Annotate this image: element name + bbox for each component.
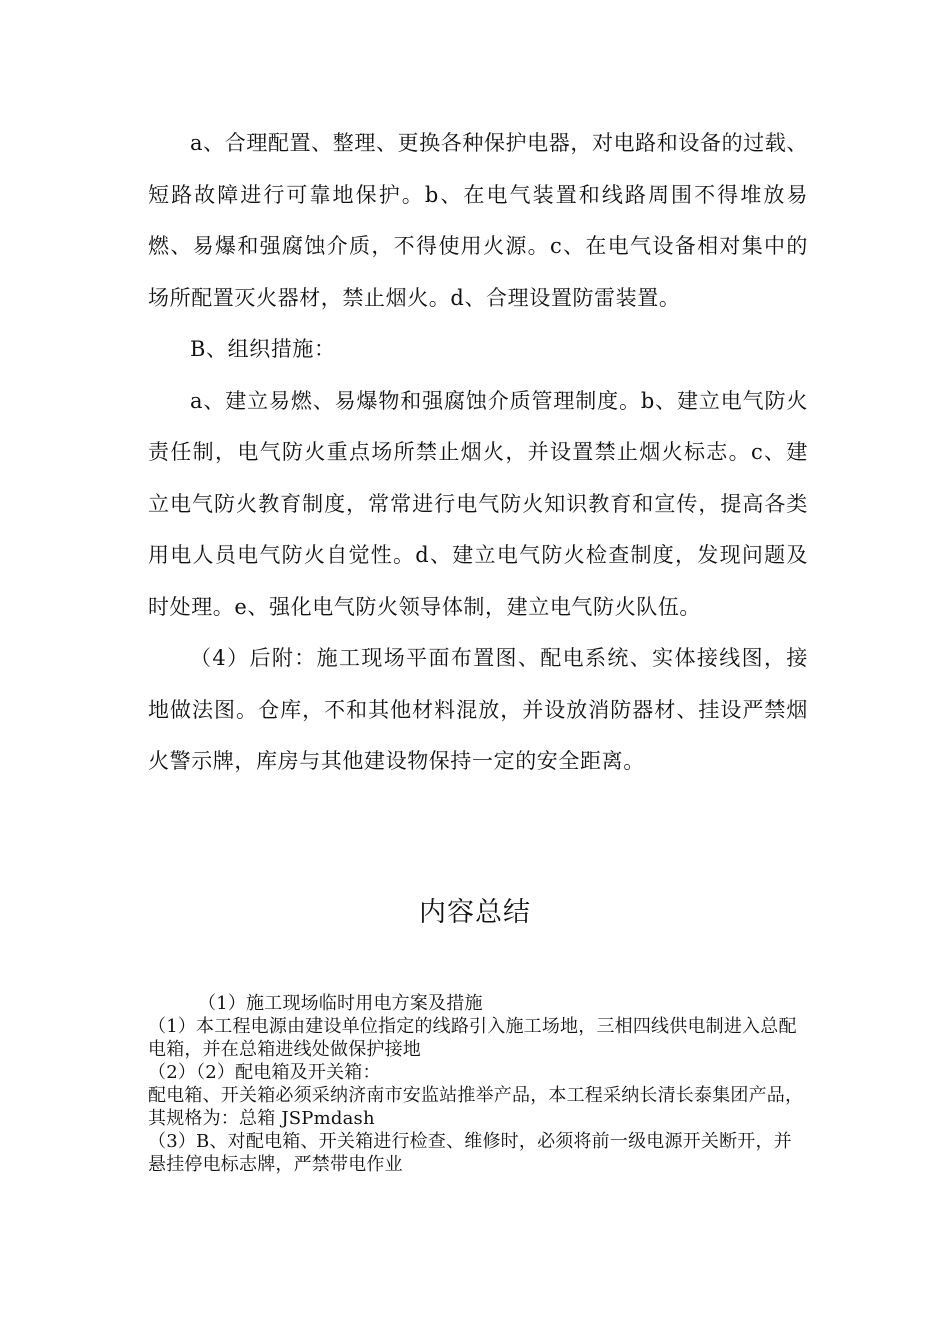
body-text: [148, 118, 808, 788]
summary-line: （2）（2）配电箱及开关箱：: [148, 1062, 381, 1083]
paragraph-appendix: （4）后附：施工现场平面布置图、配电系统、实体接线图，接地做法图。仓库，不和其他材料混放，并设放消防器材、挂设严禁烟火警示牌，库房与其他建设物保持一定的安全距离。: [148, 646, 808, 773]
paragraph-protection-measures: a、合理配置、整理、更换各种保护电器，对电路和设备的过载、短路故障进行可靠地保护。b、在电气装置和线路周围不得堆放易燃、易爆和强腐蚀介质，不得使用火源。c、在电气设备相对集中的场所配置灭火器材，禁止烟火。d、合理设置防雷装置。: [148, 131, 808, 310]
paragraph-organization-measures: a、建立易燃、易爆物和强腐蚀介质管理制度。b、建立电气防火责任制，电气防火重点场所禁止烟火，并设置禁止烟火标志。c、建立电气防火教育制度，常常进行电气防火知识教育和宣传，提高各类用电人员电气防火自觉性。d、建立电气防火检查制度，发现问题及时处理。e、强化电气防火领导体制，建立电气防火队伍。: [148, 388, 808, 619]
summary-line: （3）B、对配电箱、开关箱进行检查、维修时，必须将前一级电源开关断开，并悬挂停电标志牌，严禁带电作业: [148, 1131, 792, 1175]
summary-block: [148, 992, 808, 1176]
paragraph-organization-heading: B、组织措施：: [190, 337, 336, 361]
summary-line: （1）施工现场临时用电方案及措施: [198, 993, 483, 1014]
summary-line: （1）本工程电源由建设单位指定的线路引入施工场地，三相四线供电制进入总配电箱，并在总箱进线处做保护接地: [148, 1016, 797, 1060]
summary-title: 内容总结: [419, 897, 531, 928]
summary-line: 配电箱、开关箱必须采纳济南市安监站推举产品，本工程采纳长清长泰集团产品，其规格为：总箱 JSPmdash: [148, 1085, 804, 1129]
